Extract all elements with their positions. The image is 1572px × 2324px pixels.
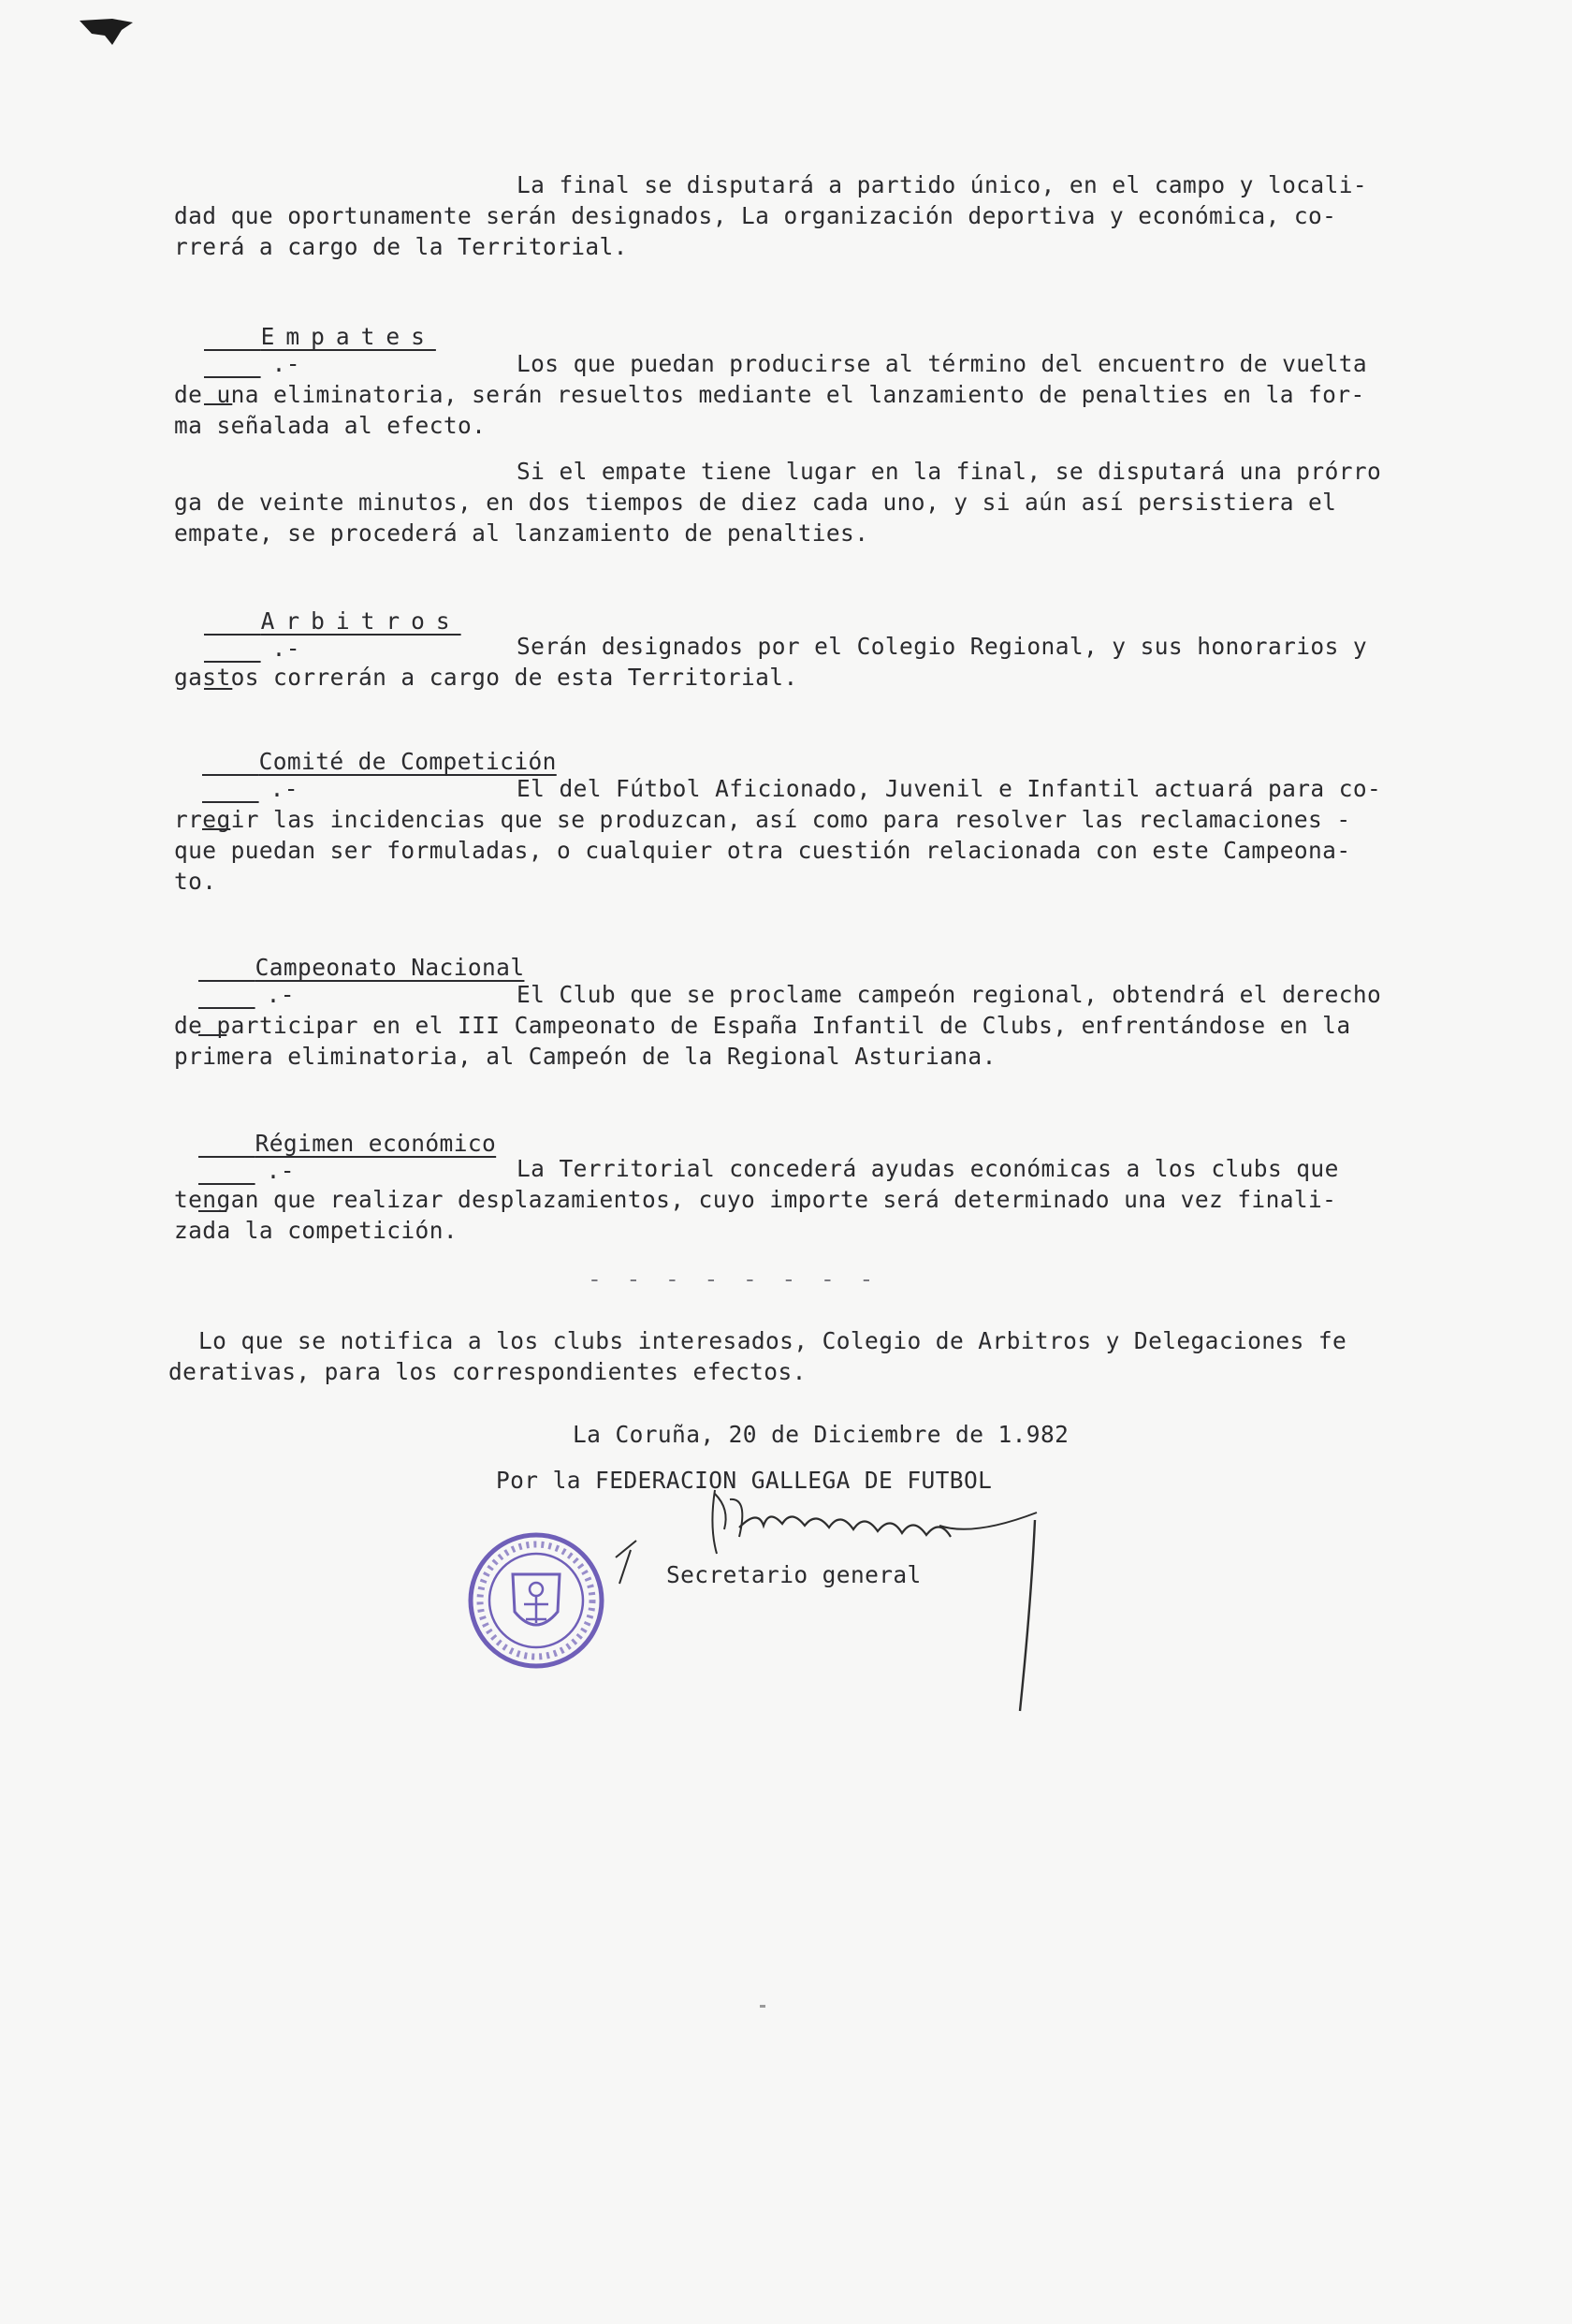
heading-text: Régimen económico bbox=[255, 1130, 497, 1157]
heading-text: Campeonato Nacional bbox=[255, 954, 525, 981]
heading-suffix: .- bbox=[271, 635, 300, 662]
text-line: ma señalada al efecto. bbox=[174, 412, 487, 439]
text-line: derativas, para los correspondientes efectos. bbox=[168, 1358, 807, 1385]
paragraph-comite bbox=[174, 773, 1475, 897]
text-line: La Territorial concederá ayudas económicas a los clubs que bbox=[517, 1155, 1339, 1182]
heading-text: Comité de Competición bbox=[258, 748, 557, 775]
text-line: tengan que realizar desplazamientos, cuyo importe será determinado una vez finali- bbox=[174, 1186, 1337, 1213]
text-line: Los que puedan producirse al término del encuentro de vuelta bbox=[517, 350, 1368, 377]
text-line: primera eliminatoria, al Campeón de la Regional Asturiana. bbox=[174, 1043, 997, 1070]
heading-text: Arbitros bbox=[260, 607, 461, 635]
text-line: Lo que se notifica a los clubs interesados, Colegio de Arbitros y Delegaciones fe bbox=[198, 1327, 1347, 1354]
paper-speck bbox=[760, 2005, 765, 2008]
heading-suffix: .- bbox=[271, 350, 300, 377]
paragraph-regimen bbox=[174, 1153, 1475, 1246]
separator-dashes: - - - - - - - - bbox=[588, 1265, 880, 1293]
paragraph-final bbox=[174, 169, 1475, 262]
text-line: de participar en el III Campeonato de España Infantil de Clubs, enfrentándose en la bbox=[174, 1012, 1351, 1039]
heading-text: Empates bbox=[260, 323, 436, 350]
heading-suffix: .- bbox=[266, 981, 295, 1008]
text-line: to. bbox=[174, 868, 217, 895]
paragraph-closing bbox=[168, 1325, 1499, 1387]
paragraph-arbitros bbox=[174, 631, 1475, 693]
text-line: empate, se procederá al lanzamiento de penalties. bbox=[174, 519, 869, 547]
text-line: de una eliminatoria, serán resueltos mediante el lanzamiento de penalties en la for- bbox=[174, 381, 1365, 408]
heading-suffix: .- bbox=[266, 1157, 295, 1184]
paragraph-campeonato bbox=[174, 979, 1475, 1072]
text-line: El del Fútbol Aficionado, Juvenil e Infantil actuará para co- bbox=[517, 775, 1382, 802]
signatory-role: Secretario general bbox=[666, 1561, 922, 1588]
handwritten-signature bbox=[599, 1471, 1057, 1733]
text-line: ga de veinte minutos, en dos tiempos de diez cada uno, y si aún así persistiera el bbox=[174, 489, 1337, 516]
text-line: zada la competición. bbox=[174, 1217, 458, 1244]
text-line: que puedan ser formuladas, o cualquier otra cuestión relacionada con este Campeona- bbox=[174, 837, 1351, 864]
heading-suffix: .- bbox=[269, 775, 298, 802]
text-line: rregir las incidencias que se produzcan, así como para resolver las reclamaciones - bbox=[174, 806, 1351, 833]
text-line: El Club que se proclame campeón regional, obtendrá el derecho bbox=[517, 981, 1382, 1008]
place-date: La Coruña, 20 de Diciembre de 1.982 bbox=[573, 1421, 1070, 1448]
paragraph-empates-2 bbox=[174, 456, 1475, 548]
ink-stain-mark bbox=[75, 17, 140, 54]
organization-name: Por la FEDERACION GALLEGA DE FUTBOL bbox=[496, 1467, 993, 1494]
text-line: dad que oportunamente serán designados, La organización deportiva y económica, co- bbox=[174, 202, 1337, 229]
paragraph-empates-1 bbox=[174, 348, 1475, 441]
text-line: gastos correrán a cargo de esta Territorial. bbox=[174, 664, 798, 691]
text-line: rrerá a cargo de la Territorial. bbox=[174, 233, 628, 260]
text-line: Si el empate tiene lugar en la final, se disputará una prórro bbox=[517, 458, 1382, 485]
text-line: La final se disputará a partido único, en el campo y locali- bbox=[517, 171, 1368, 198]
text-line: Serán designados por el Colegio Regional, y sus honorarios y bbox=[517, 633, 1368, 660]
federation-seal-stamp bbox=[466, 1529, 606, 1672]
